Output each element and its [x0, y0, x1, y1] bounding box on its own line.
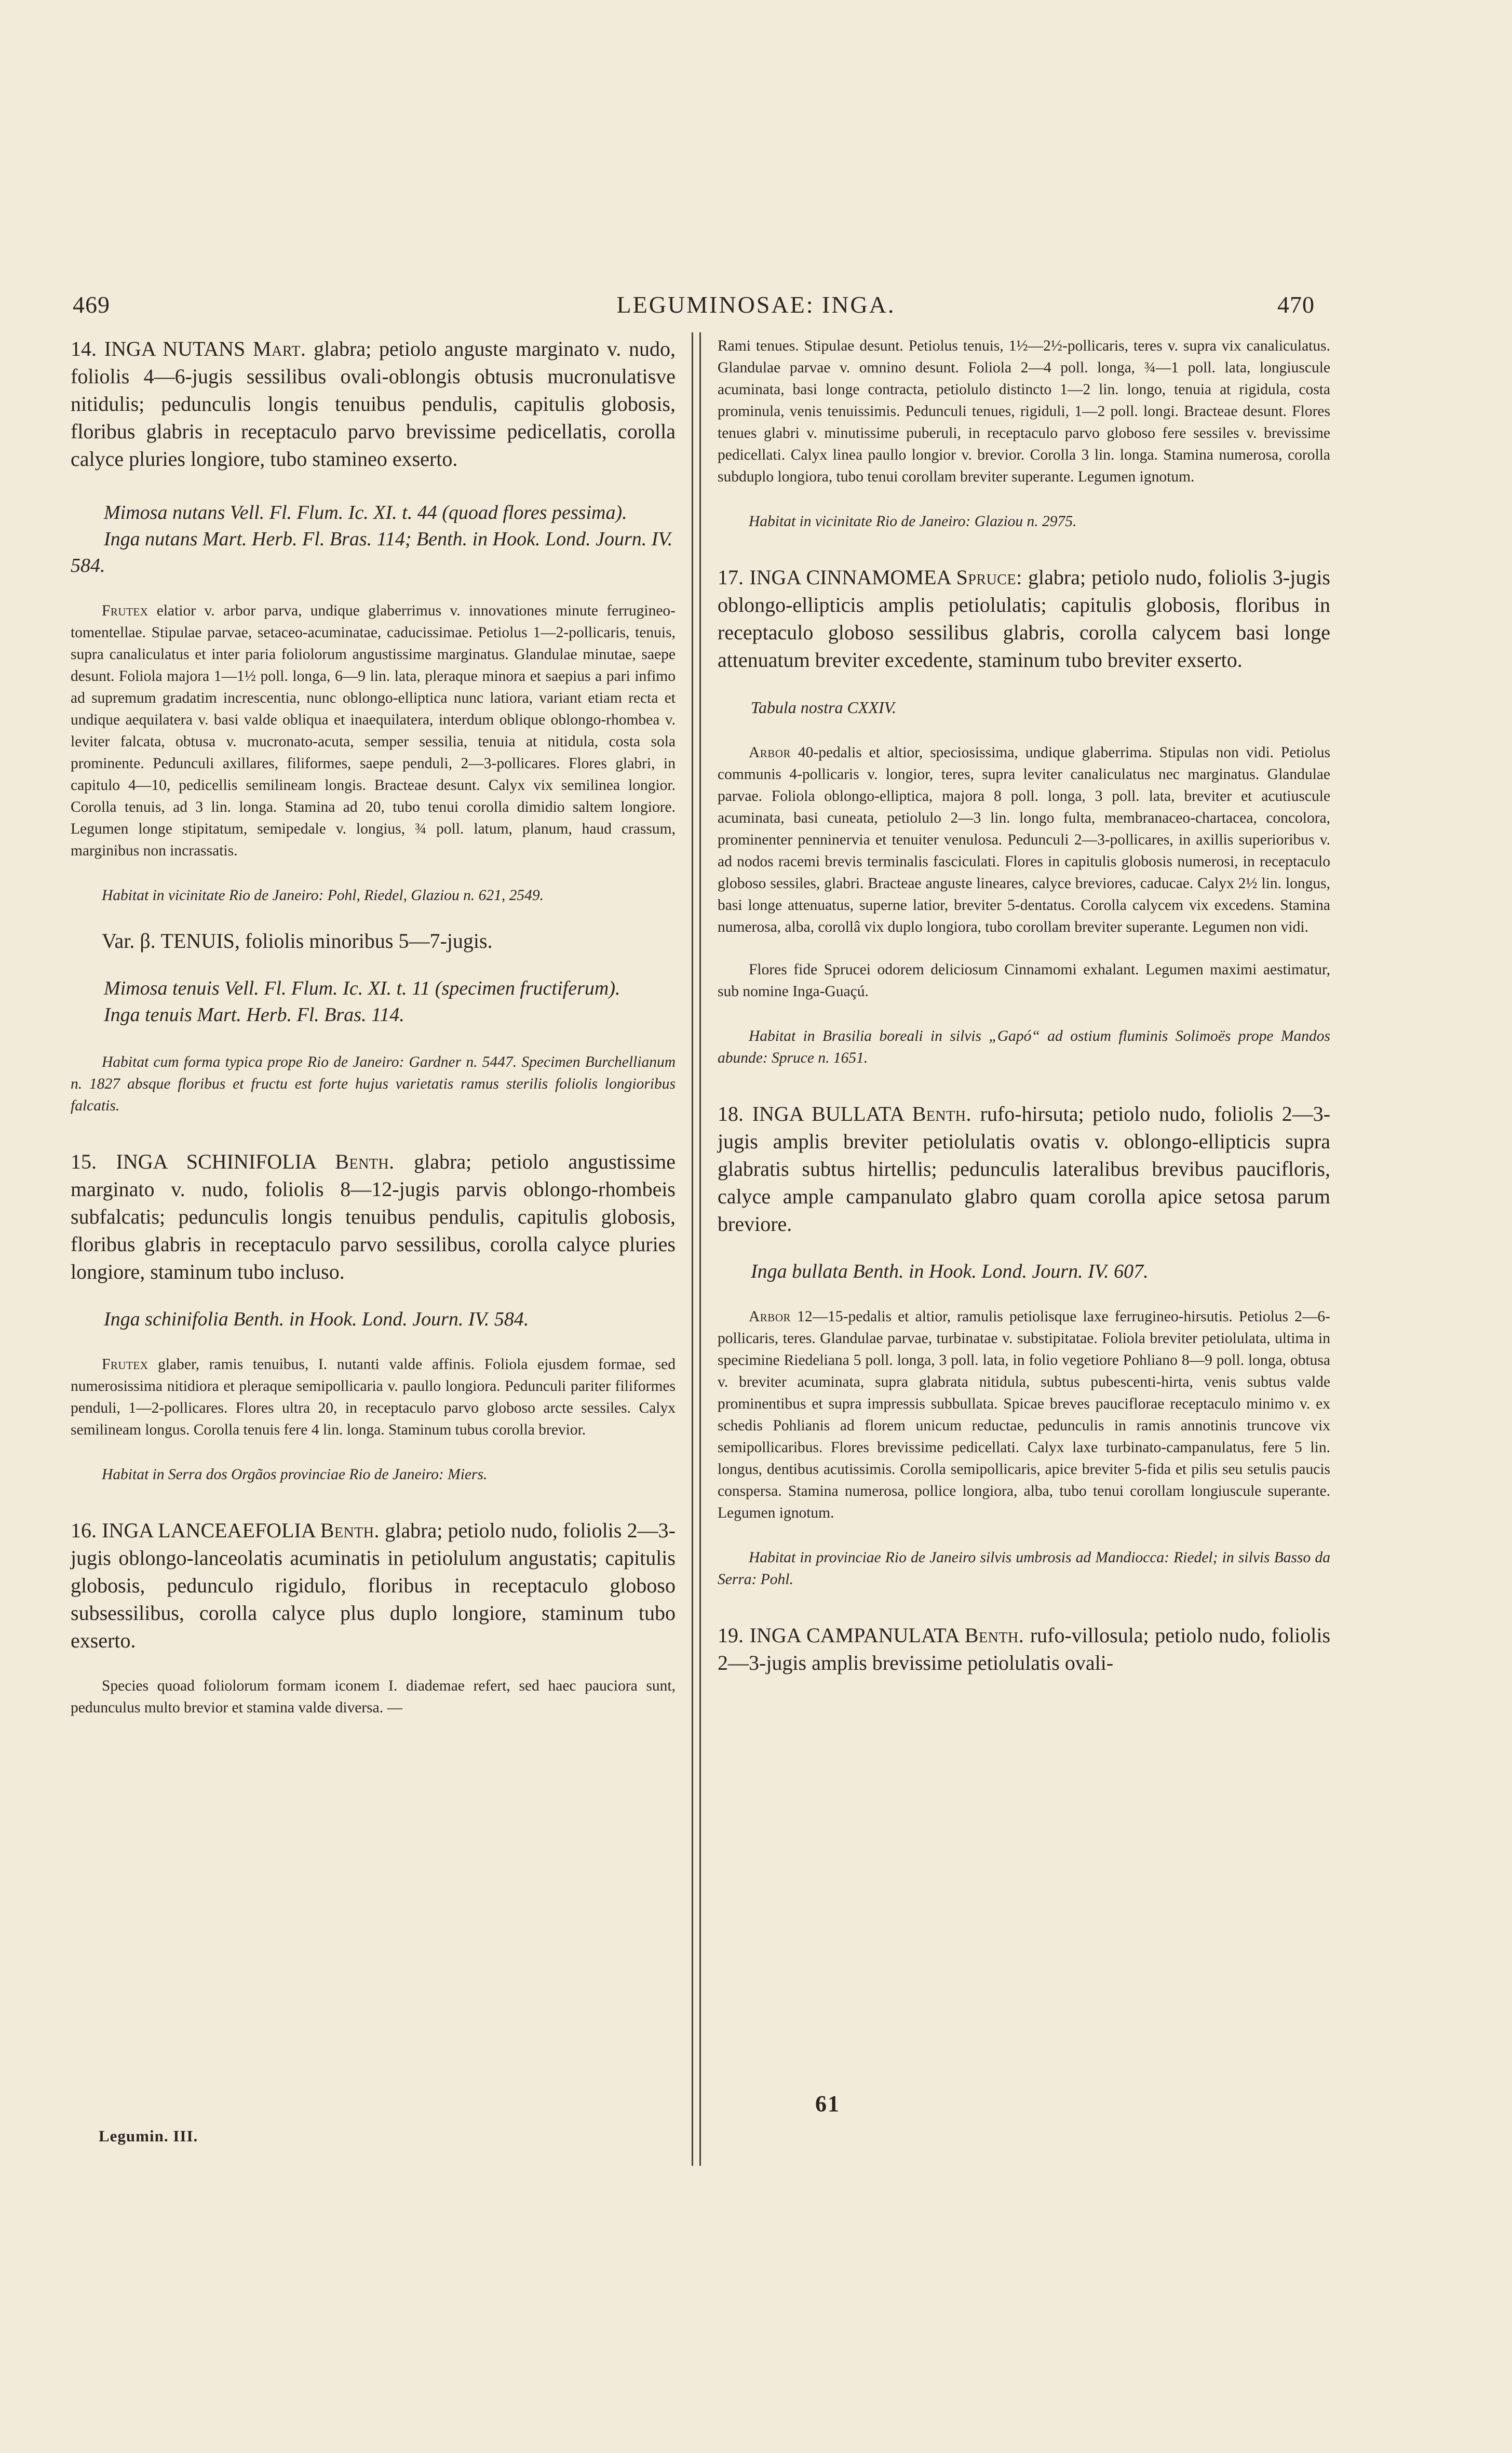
species-author: Mart. — [253, 337, 306, 360]
species-number: 18. — [718, 1102, 744, 1125]
synonym: Mimosa nutans Vell. Fl. Flum. Ic. XI. t. 44 (quoad flores pessima). — [104, 502, 627, 524]
left-page-number: 469 — [73, 291, 110, 318]
variety-beta-habitat: Habitat cum forma typica prope Rio de Janeiro: Gardner n. 5447. Specimen Burchellianum n. 1827 absque floribus et fructu est forte hujus varietatis ramus sterilis foliolis longioribus falcatis. — [71, 1054, 676, 1114]
description-text: elatior v. arbor parva, undique glaberrimus v. innovationes minute ferrugineo-tomentellae. Stipulae parvae, setaceo-acuminatae, caducissimae. Petiolus 1—2-pollicaris, tenuis, supra canaliculatus et inter paria foliolorum angustissime marginatus. Glandulae minutae, saepe desunt. Foliola majora 1—1½ poll. longa, 6—9 lin. lata, pleraque minora et saepius a pari infimo ad supremum gradatim increscentia, nunc oblongo-elliptica nunc latiora, variant etiam recta et undique aequilatera v. basi valde obliqua et inaequilatera, interdum oblique oblongo-rhombea v. leviter falcata, obtusa v. mucronato-acuta, semper sessilia, tenuia at nitidula, costa sola prominente. Pedunculi axillares, filiformes, saepe penduli, 2—3-pollicares. Flores glabri, in capitulo 4—10, pedicellis semilineam longis. Bracteae desunt. Calyx vix semilinea longior. Corolla tenuis, ad 3 lin. longa. Stamina ad 20, tubo tenui corolla dimidio saltem longiore. Legumen longe stipitatum, semipedale v. longius, ¾ poll. latum, planum, haud crassum, marginibus non incrassatis. — [71, 602, 676, 859]
species-18-diagnosis — [718, 1100, 1330, 1238]
species-name: INGA LANCEAEFOLIA — [102, 1519, 315, 1542]
page-header — [0, 291, 1512, 327]
diagnosis-text: glabra; petiolo nudo, foliolis 2—3-jugis oblongo-lanceolatis acuminatis in petiolulum angustatis; capitulis globosis, pedunculo rigidulo, floribus in receptaculo globoso subsessilibus, corolla calyce plus duplo longiore, staminum tubo exserto. — [71, 1519, 676, 1652]
species-16-habitat: Habitat in vicinitate Rio de Janeiro: Glaziou n. 2975. — [749, 513, 1077, 530]
species-number: 17. — [718, 566, 744, 589]
plate-reference: Tabula nostra CXXIV. — [751, 698, 897, 717]
species-name: INGA NUTANS — [104, 337, 246, 360]
species-17-plate — [718, 694, 1330, 721]
variety-beta-synonyms — [71, 975, 676, 1028]
variety-name: TENUIS, — [160, 929, 240, 953]
species-16-description: Rami tenues. Stipulae desunt. Petiolus tenuis, 1½—2½-pollicaris, teres v. supra vix canaliculatus. Glandulae parvae v. omnino desunt. Foliola 2—4 poll. longa, ¾—1 poll. lata, longiuscule acuminata, basi longe contracta, petiolulo distincto 1—2 lin. longo, tenuia at rigidula, costa prominula, venis tenuissimis. Pedunculi tenues, rigiduli, 1—2 poll. longi. Bracteae desunt. Flores tenues glabri v. minutissime puberuli, in receptaculo parvo globoso fere sessiles v. brevissime pedicellati. Calyx linea paullo longior v. brevior. Corolla 3 lin. longa. Stamina numerosa, corolla subduplo longiora, tubo tenui corollam breviter superante. Legumen ignotum. — [718, 338, 1330, 485]
species-19-diagnosis — [718, 1621, 1330, 1677]
synonym: Inga tenuis Mart. Herb. Fl. Bras. 114. — [104, 1004, 404, 1026]
species-17-description — [718, 742, 1330, 938]
left-column — [71, 335, 676, 1719]
description-lead: Frutex — [102, 1356, 148, 1373]
species-18-habitat: Habitat in provinciae Rio de Janeiro silvis umbrosis ad Mandiocca: Riedel; in silvis Basso da Serra: Pohl. — [718, 1549, 1330, 1588]
species-17-diagnosis — [718, 564, 1330, 674]
column-divider — [692, 332, 701, 2166]
right-page-number: 470 — [1277, 291, 1315, 318]
description-text: 40-pedalis et altior, speciosissima, undique glaberrima. Stipulas non vidi. Petiolus communis 4-pollicaris v. longior, teres, supra leviter canaliculatus nec marginatus. Glandulae parvae. Foliola oblongo-elliptica, majora 8 poll. longa, 3 poll. lata, breviter et acutiuscule acuminata, basi cuneata, petiolulo 2—3 lin. longo fulta, membranaceo-chartacea, concolora, prominenter penninervia et tenuiter venulosa. Pedunculi 2—3-pollicares, in axillis superioribus v. ad nodos racemi brevis terminalis fasciculati. Flores in capitulis globosis numerosi, in receptaculo globoso sessiles, glabri. Bracteae anguste lineares, calyce breviores, caducae. Calyx 2½ lin. longus, basi longe attenuatus, superne latior, breviter 5-dentatus. Corolla calycem vix excedens. Stamina numerosa, alba, corollâ vix duplo longiora, tubo corollam breviter superante. Legumen non vidi. — [718, 744, 1330, 935]
description-lead: Arbor — [749, 744, 791, 761]
gathering-signature: 61 — [815, 2091, 840, 2116]
species-14-description — [71, 600, 676, 862]
species-18-description — [718, 1306, 1330, 1524]
species-author: Spruce: — [956, 566, 1022, 589]
species-name: INGA CAMPANULATA — [749, 1624, 959, 1647]
species-14-synonyms — [71, 500, 676, 579]
species-15-diagnosis — [71, 1148, 676, 1285]
description-lead: Arbor — [749, 1308, 791, 1325]
species-16-note: Species quoad foliolorum formam iconem I. diademae refert, sed haec pauciora sunt, pedunculus multo brevior et stamina valde diversa. — — [71, 1678, 676, 1716]
variety-text: foliolis minoribus 5—7-jugis. — [239, 929, 493, 953]
species-name: INGA SCHINIFOLIA — [116, 1150, 316, 1173]
species-14-diagnosis — [71, 335, 676, 473]
species-15-habitat: Habitat in Serra dos Orgãos provinciae Rio de Janeiro: Miers. — [102, 1466, 488, 1483]
species-number: 14. — [71, 337, 97, 360]
synonym: Inga nutans Mart. Herb. Fl. Bras. 114; Benth. in Hook. Lond. Journ. IV. 584. — [71, 528, 673, 577]
diagnosis-text: glabra; petiolo angustissime marginato v. nudo, foliolis 8—12-jugis parvis oblongo-rhombeis subfalcatis; pedunculis longis tenuibus pendulis, capitulis globosis, floribus glabris in receptaculo parvo sessilibus, corolla calyce pluries longiore, staminum tubo incluso. — [71, 1150, 676, 1283]
species-name: INGA BULLATA — [752, 1102, 903, 1125]
species-17-habitat: Habitat in Brasilia boreali in silvis „Gapó“ ad ostium fluminis Solimoës prope Mandos abunde: Spruce n. 1651. — [718, 1028, 1330, 1066]
description-lead: Frutex — [102, 602, 148, 619]
species-number: 16. — [71, 1519, 97, 1542]
diagnosis-text: glabra; petiolo nudo, foliolis 3-jugis oblongo-ellipticis amplis petiolulatis; capitulis globosis, floribus in receptaculo globoso sessilibus glabris, corolla calycem basi longe attenuatum breviter excedente, staminum tubo breviter exserto. — [718, 566, 1330, 672]
species-15-description — [71, 1353, 676, 1441]
description-text: glaber, ramis tenuibus, I. nutanti valde affinis. Foliola ejusdem formae, sed numerosissima nitidiora et pleraque semipollicaria v. paullo longiora. Pedunculi pariter filiformes penduli, 1—2-pollicares. Flores ultra 20, in receptaculo parvo globoso arcte sessiles. Calyx semilineam longus. Corolla tenuis fere 4 lin. longa. Staminum tubus corolla brevior. — [71, 1356, 676, 1438]
description-text: 12—15-pedalis et altior, ramulis petiolisque laxe ferrugineo-hirsutis. Petiolus 2—6-pollicaris, teres. Glandulae parvae, turbinatae v. substipitatae. Foliola breviter petiolulata, ultima in specimine Riedeliana 5 poll. longa, 3 poll. lata, in folio vegetiore Pohliano 8—9 poll. longa, obtusa v. breviter acuminata, supra glabrata nitidula, subtus pubescenti-hirta, venis subtus valde prominentibus et supra impressis subbullata. Spicae breves pauciflorae receptaculo minimo v. ex schedis Pohlianis ad florem unicum reductae, pedunculis in ramis annotinis truncove vix semipollicaribus. Flores brevissime pedicellati. Calyx laxe turbinato-campanulatus, fere 5 lin. longus, dentibus acutissimis. Corolla semipollicaris, apice breviter 5-fida et pilis seu setulis paucis conspersa. Stamina numerosa, pollice longiora, alba, tubo tenui corollam longiuscule superante. Legumen ignotum. — [718, 1308, 1330, 1521]
species-author: Benth. — [964, 1624, 1024, 1647]
diagnosis-text: rufo-villosula; petiolo nudo, foliolis 2—3-jugis amplis brevissime petiolulatis ovali- — [718, 1624, 1331, 1674]
species-author: Benth. — [335, 1150, 395, 1173]
right-column — [718, 335, 1330, 1677]
signature-mark: Legumin. III. — [99, 2127, 198, 2145]
species-15-synonyms — [71, 1306, 676, 1333]
species-number: 19. — [718, 1624, 744, 1647]
diagnosis-text: glabra; petiolo anguste marginato v. nudo, foliolis 4—6-jugis sessilibus ovali-oblongis obtusis mucronulatisve nitidulis; pedunculis longis tenuibus pendulis, capitulis globosis, floribus glabris in receptaculo parvo brevissime pedicellatis, corolla calyce pluries longiore, tubo stamineo exserto. — [71, 337, 676, 471]
diagnosis-text: rufo-hirsuta; petiolo nudo, foliolis 2—3-jugis amplis breviter petiolulatis ovatis v. oblongo-ellipticis supra glabratis subtus hirtellis; pedunculis lateralibus brevibus paucifloris, calyce ample campanulato glabro quam corolla apice setosa parum breviore. — [718, 1102, 1331, 1236]
species-16-diagnosis — [71, 1517, 676, 1654]
species-author: Benth. — [320, 1519, 380, 1542]
synonym: Inga bullata Benth. in Hook. Lond. Journ. IV. 607. — [751, 1261, 1149, 1282]
species-18-synonyms — [718, 1258, 1330, 1285]
synonym: Mimosa tenuis Vell. Fl. Flum. Ic. XI. t. 11 (specimen fructiferum). — [104, 977, 620, 999]
species-name: INGA CINNAMOMEA — [749, 566, 951, 589]
species-14-habitat: Habitat in vicinitate Rio de Janeiro: Pohl, Riedel, Glaziou n. 621, 2549. — [102, 887, 544, 904]
species-author: Benth. — [912, 1102, 971, 1125]
running-title: LEGUMINOSAE: INGA. — [616, 291, 896, 318]
species-number: 15. — [71, 1150, 97, 1173]
variety-label: Var. β. — [102, 929, 156, 953]
variety-beta-diagnosis — [71, 927, 676, 955]
species-17-note: Flores fide Sprucei odorem deliciosum Cinnamomi exhalant. Legumen maximi aestimatur, sub nomine Inga-Guaçú. — [718, 961, 1330, 1000]
synonym: Inga schinifolia Benth. in Hook. Lond. Journ. IV. 584. — [104, 1308, 529, 1330]
